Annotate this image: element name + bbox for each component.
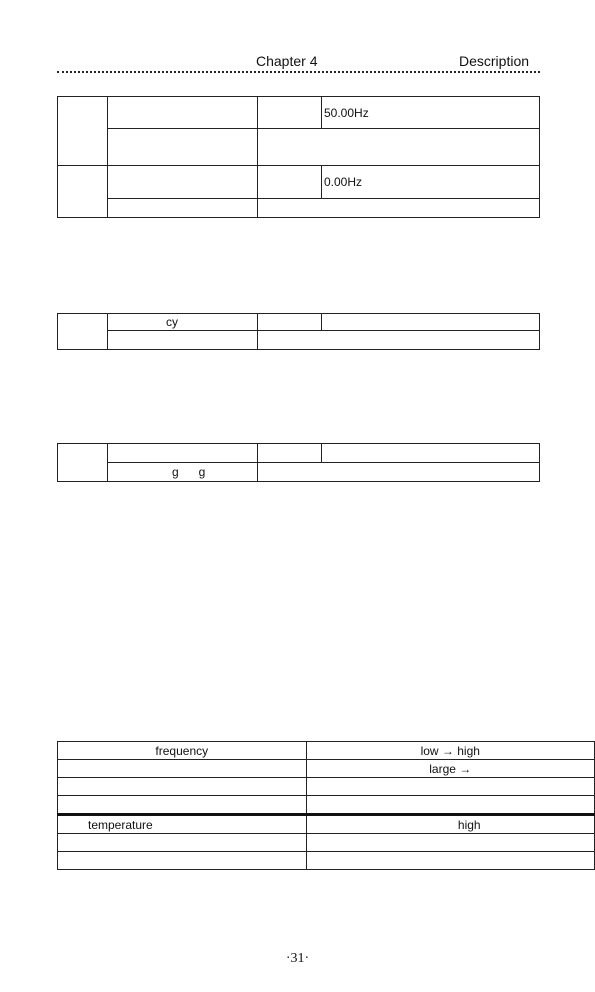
factor-cell [58, 852, 307, 870]
param-name-cell [108, 331, 258, 350]
table-row [58, 444, 540, 463]
param-range-cell [258, 166, 322, 199]
table-row [58, 796, 595, 815]
param-default-cell: 0.00Hz [322, 166, 540, 199]
param-code-cell [58, 166, 108, 218]
change-cell [306, 778, 594, 796]
table-row [58, 463, 540, 482]
factor-table [57, 741, 595, 870]
factor-cell: temperature [58, 815, 307, 834]
param-code-cell [58, 314, 108, 350]
param-range-cell [258, 97, 322, 129]
section-header: Description [459, 53, 530, 69]
param-default-cell [322, 314, 540, 331]
factor-cell [58, 760, 307, 778]
change-cell [306, 852, 594, 870]
factor-cell [58, 834, 307, 852]
factor-cell [58, 796, 307, 815]
param-name-cell: g g [108, 463, 258, 482]
param-name-cell [108, 199, 258, 218]
param-desc-cell [258, 129, 540, 166]
change-cell [306, 796, 594, 815]
table-row [58, 97, 540, 129]
table-row [58, 834, 595, 852]
param-desc-cell [258, 463, 540, 482]
param-name-cell [108, 129, 258, 166]
table-row [58, 852, 595, 870]
chapter-header: Chapter 4 [256, 53, 318, 69]
header-rule [57, 71, 540, 73]
param-range-cell [258, 314, 322, 331]
table-row [58, 742, 595, 760]
parameter-table-1 [57, 96, 540, 218]
factor-cell: frequency [58, 742, 307, 760]
param-default-cell: 50.00Hz [322, 97, 540, 129]
param-range-cell [258, 444, 322, 463]
param-desc-cell [258, 331, 540, 350]
param-code-cell [58, 97, 108, 166]
change-cell: large → [306, 760, 594, 778]
param-name-cell: cy [108, 314, 258, 331]
table-row [58, 199, 540, 218]
param-code-cell [58, 444, 108, 482]
factor-cell [58, 778, 307, 796]
table-row [58, 129, 540, 166]
change-cell [306, 834, 594, 852]
param-desc-cell [258, 199, 540, 218]
page-number: ·31· [285, 951, 310, 966]
table-row [58, 778, 595, 796]
param-name-cell [108, 166, 258, 199]
table-row [58, 815, 595, 834]
param-default-cell [322, 444, 540, 463]
table-row [58, 331, 540, 350]
table-row [58, 314, 540, 331]
table-row [58, 166, 540, 199]
parameter-table-3 [57, 443, 540, 482]
table-row [58, 760, 595, 778]
param-name-cell [108, 97, 258, 129]
change-cell: low → high [306, 742, 594, 760]
param-name-cell [108, 444, 258, 463]
parameter-table-2 [57, 313, 540, 350]
change-cell: high [306, 815, 594, 834]
